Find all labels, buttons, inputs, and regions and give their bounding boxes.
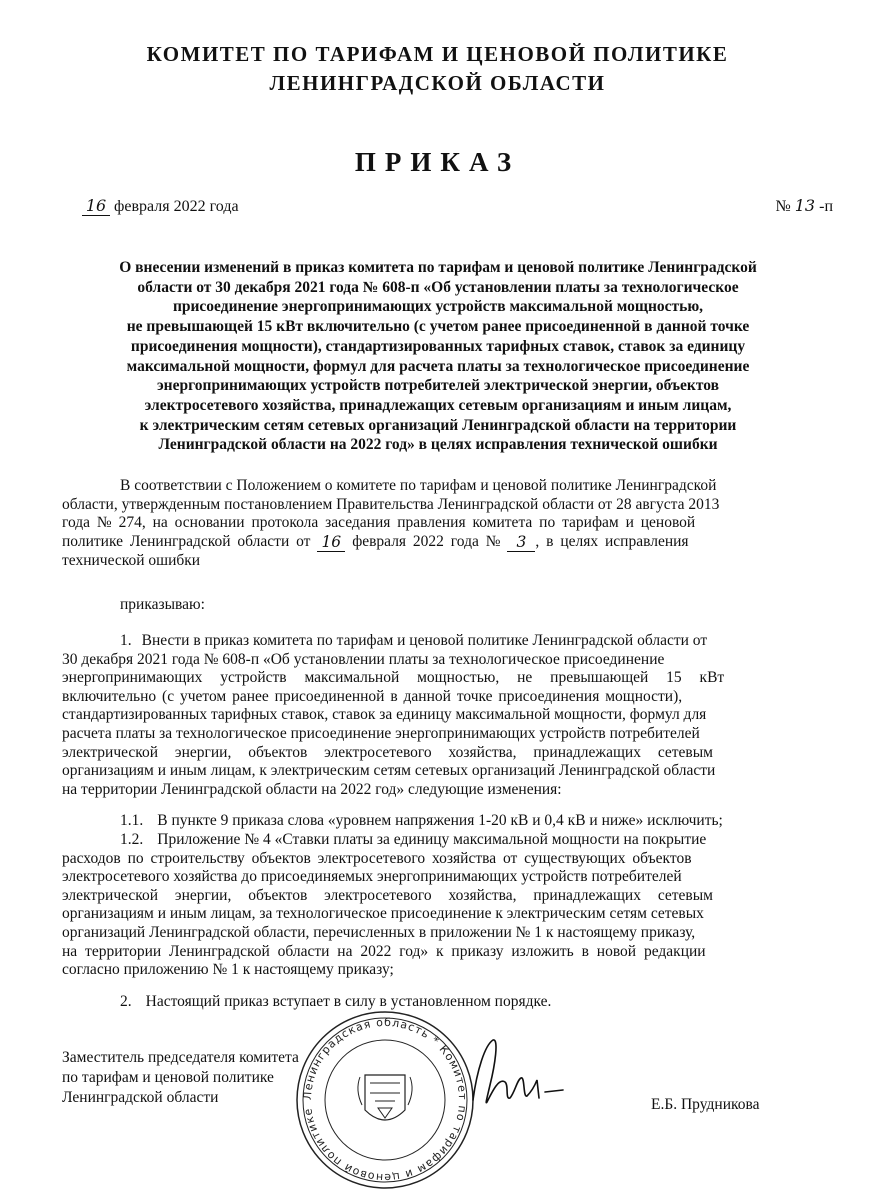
item-1-line: расчета платы за технологическое присоединение энергопринимающих устройств потребителей xyxy=(62,724,700,742)
preamble-text: политике Ленинградской области от xyxy=(62,532,311,550)
subject-line: не превышающей 15 кВт включительно (с учетом ранее присоединенной в данной точке xyxy=(126,318,750,336)
item-1-number: 1. xyxy=(120,632,132,649)
item-2-number: 2. xyxy=(120,993,132,1010)
item-1 xyxy=(62,632,838,799)
item-1-2-number: 1.2. xyxy=(120,831,144,848)
number-prefix: № xyxy=(775,198,791,215)
subject-line: электросетевого хозяйства, принадлежащих сетевым организациям и иным лицам, xyxy=(144,396,732,414)
item-1-2-text: Приложение № 4 «Ставки платы за единицу максимальной мощности на покрытие xyxy=(157,831,707,848)
preamble-line-with-handwriting xyxy=(62,533,838,553)
item-1-1-text: В пункте 9 приказа слова «уровнем напряжения 1-20 кВ и 0,4 кВ и ниже» исключить; xyxy=(157,812,723,829)
item-1-line: организациям и иным лицам, к электрическим сетям сетевых организаций Ленинградской области xyxy=(62,762,716,780)
preamble-text: , в целях исправления xyxy=(535,532,689,550)
item-1-line: электрической энергии, объектов электросетевого хозяйства, принадлежащих сетевым xyxy=(62,743,713,761)
item-1-line: энергопринимающих устройств максимальной мощностью, не превышающей 15 кВт xyxy=(62,669,725,687)
official-stamp xyxy=(290,1005,480,1200)
document-date xyxy=(82,196,239,216)
item-1-line: 30 декабря 2021 года № 608-п «Об установлении платы за технологическое присоединение xyxy=(62,650,665,668)
subject-line: максимальной мощности, формул для расчета платы за технологическое присоединение xyxy=(126,357,750,375)
stamp-seal-graphic xyxy=(290,1005,480,1195)
signatory-title-line: Заместитель председателя комитета xyxy=(62,1049,299,1066)
stamp-arc-text: Ленинградская область * Комитет по тарифам и ценовой политике xyxy=(300,1015,470,1185)
committee-name-line1: КОМИТЕТ ПО ТАРИФАМ И ЦЕНОВОЙ ПОЛИТИКЕ xyxy=(146,42,729,66)
signatory-title-line: Ленинградской области xyxy=(62,1089,219,1106)
document-title: ПРИКАЗ xyxy=(354,147,521,177)
signatory-title-line: по тарифам и ценовой политике xyxy=(62,1069,274,1086)
subject-line: к электрическим сетям сетевых организаций Ленинградской области на территории xyxy=(139,416,737,434)
preamble-line: В соответствии с Положением о комитете по тарифам и ценовой политике Ленинградской xyxy=(120,477,717,494)
document-subject xyxy=(62,258,814,455)
item-1-line: включительно (с учетом ранее присоединенной в данной точке присоединения мощности), xyxy=(62,687,683,705)
document-number xyxy=(775,196,833,216)
number-suffix: -п xyxy=(819,198,833,215)
preamble-line: области, утвержденным постановлением Правительства Ленинградской области от 28 августа 2013 xyxy=(62,495,720,513)
signatory-name: Е.Б. Прудникова xyxy=(651,1096,760,1113)
preamble-line: года № 274, на основании протокола заседания правления комитета по тарифам и ценовой xyxy=(62,514,696,532)
item-1-1-line xyxy=(62,812,838,831)
item-1-line: стандартизированных тарифных ставок, ставок за единицу максимальной мощности, формул для xyxy=(62,706,707,724)
item-1-2-line: электросетевого хозяйства до присоединяемых энергопринимающих устройств потребителей xyxy=(62,868,682,886)
subject-line: энергопринимающих устройств потребителей электрической энергии, объектов xyxy=(156,377,720,395)
item-1-2-line: организациям и иным лицам, за технологическое присоединение к электрическим сетям сетевых xyxy=(62,905,704,923)
protocol-day-handwritten: 16 xyxy=(317,533,345,553)
item-1-2-line: организаций Ленинградской области, перечисленных в приложении № 1 к настоящему приказу, xyxy=(62,923,696,941)
committee-name-line2: ЛЕНИНГРАДСКОЙ ОБЛАСТИ xyxy=(269,71,606,95)
subject-line: области от 30 декабря 2021 года № 608-п «Об установлении платы за технологическое xyxy=(137,278,739,296)
item-2-text: Настоящий приказ вступает в силу в установленном порядке. xyxy=(145,993,552,1010)
date-month-year: февраля 2022 года xyxy=(114,198,239,215)
item-1-2-line: согласно приложению № 1 к настоящему приказу; xyxy=(62,961,394,979)
subject-line: присоединения мощности), стандартизированных тарифных ставок, ставок за единицу xyxy=(130,337,746,355)
item-1-1 xyxy=(62,812,838,831)
handwritten-signature xyxy=(455,1030,575,1125)
preamble xyxy=(62,477,838,571)
signature-graphic xyxy=(455,1030,575,1120)
item-1-line xyxy=(62,632,838,651)
item-1-2-line xyxy=(62,831,838,850)
protocol-number-handwritten: 3 xyxy=(507,533,535,553)
item-1-1-number: 1.1. xyxy=(120,812,144,829)
number-handwritten: 13 xyxy=(794,196,816,215)
item-1-2-line: на территории Ленинградской области на 2022 год» к приказу изложить в новой редакции xyxy=(62,942,706,960)
subject-line: О внесении изменений в приказ комитета по тарифам и ценовой политике Ленинградской xyxy=(119,259,757,276)
item-1-line: на территории Ленинградской области на 2022 год» следующие изменения: xyxy=(62,780,562,798)
subject-line: Ленинградской области на 2022 год» в целях исправления технической ошибки xyxy=(158,436,718,454)
svg-text:Ленинградская область * Комите xyxy=(290,1005,469,1184)
preamble-line: технической ошибки xyxy=(62,552,201,570)
item-1-2 xyxy=(62,831,838,980)
signatory-title xyxy=(62,1048,299,1108)
item-1-text: Внести в приказ комитета по тарифам и ценовой политике Ленинградской области от xyxy=(141,632,708,649)
date-day-handwritten: 16 xyxy=(82,196,110,216)
preamble-text: февраля 2022 года № xyxy=(352,532,501,550)
item-1-2-line: электрической энергии, объектов электросетевого хозяйства, принадлежащих сетевым xyxy=(62,886,713,904)
subject-line: присоединение энергопринимающих устройств максимальной мощностью, xyxy=(172,298,704,316)
order-word: приказываю: xyxy=(120,596,205,613)
item-1-2-line: расходов по строительству объектов электросетевого хозяйства от существующих объектов xyxy=(62,849,692,867)
